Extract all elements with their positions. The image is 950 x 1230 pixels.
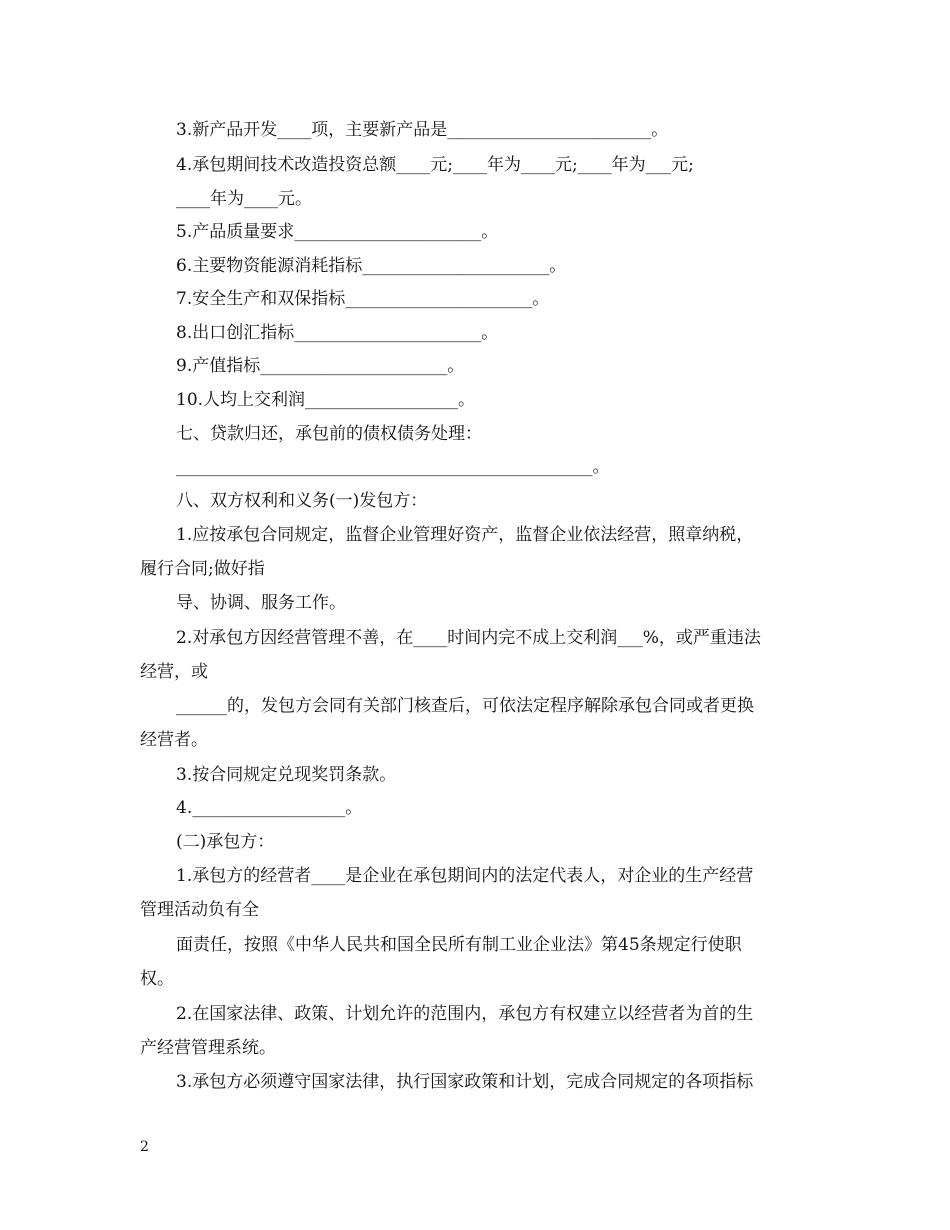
text-line: 2.对承包方因经营管理不善，在____时间内完不成上交利润___%，或严重违法	[176, 628, 761, 648]
text-line: ____年为____元。	[176, 189, 312, 209]
text-line: 3.按合同规定兑现奖罚条款。	[176, 765, 397, 785]
text-line: 导、协调、服务工作。	[176, 593, 346, 613]
text-line: (二)承包方：	[176, 832, 275, 852]
text-line: 3.新产品开发____项，主要新产品是________________________。	[176, 120, 669, 140]
text-line: 4.__________________。	[176, 798, 363, 818]
text-line: 八、双方权利和义务(一)发包方：	[176, 491, 428, 511]
text-line: 4.承包期间技术改造投资总额____元;____年为____元;____年为___元;	[176, 155, 694, 175]
text-line: 经营者。	[140, 730, 208, 750]
text-line: 履行合同;做好指	[140, 559, 265, 579]
text-line: 权。	[140, 969, 174, 989]
text-line: 3.承包方必须遵守国家法律，执行国家政策和计划，完成合同规定的各项指标	[176, 1072, 754, 1092]
text-line: 1.应按承包合同规定，监督企业管理好资产，监督企业依法经营，照章纳税，	[176, 525, 754, 545]
text-line: 经营，或	[140, 662, 208, 682]
text-line: 产经营管理系统。	[140, 1038, 276, 1058]
text-line: 2.在国家法律、政策、计划允许的范围内，承包方有权建立以经营者为首的生	[176, 1004, 754, 1024]
text-line: 1.承包方的经营者____是企业在承包期间内的法定代表人，对企业的生产经营	[176, 866, 754, 886]
text-line: 七、贷款归还，承包前的债权债务处理：	[176, 424, 482, 444]
text-line: ______的，发包方会同有关部门核查后，可依法定程序解除承包合同或者更换	[176, 696, 754, 716]
text-line: 9.产值指标______________________。	[176, 356, 465, 376]
text-line: 10.人均上交利润__________________。	[176, 390, 476, 410]
text-line: 管理活动负有全	[140, 900, 259, 920]
text-line: 8.出口创汇指标______________________。	[176, 323, 499, 343]
text-line: 5.产品质量要求______________________。	[176, 222, 499, 242]
text-line: _________________________________________________。	[176, 457, 610, 477]
text-line: 7.安全生产和双保指标______________________。	[176, 289, 550, 309]
text-line: 6.主要物资能源消耗指标______________________。	[176, 256, 567, 276]
page-number: 2	[140, 1139, 149, 1155]
text-line: 面责任，按照《中华人民共和国全民所有制工业企业法》第45条规定行使职	[176, 935, 742, 955]
